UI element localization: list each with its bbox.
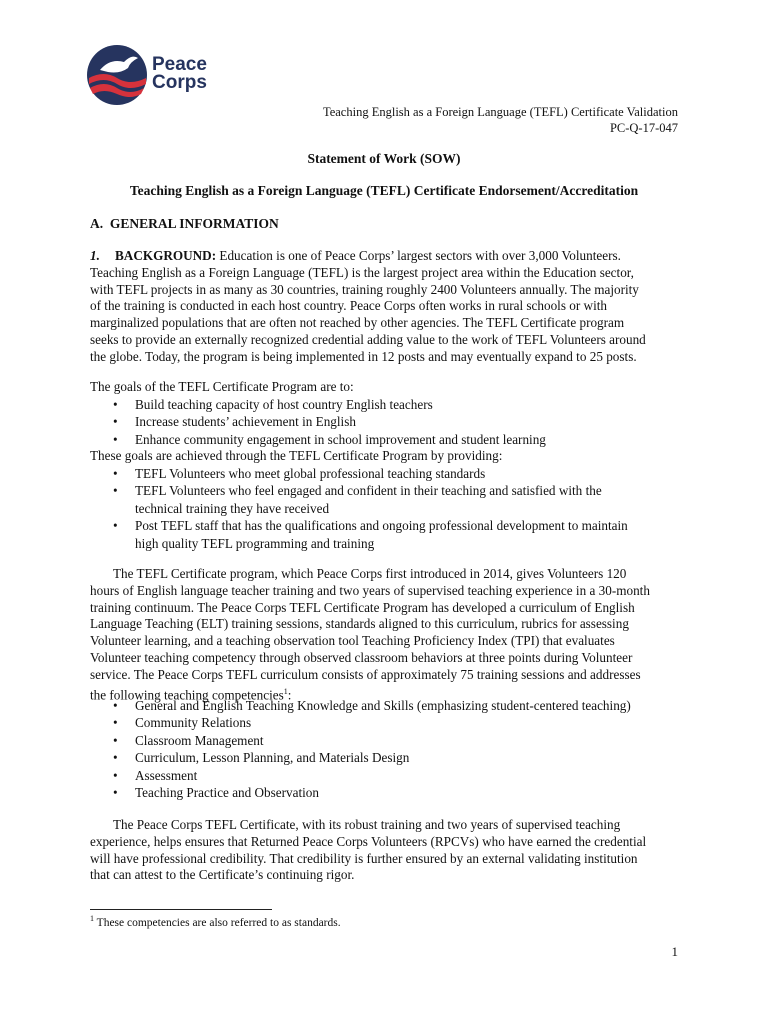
achieved-intro	[90, 448, 690, 465]
list-item: • Assessment	[90, 767, 690, 784]
footnote-divider	[90, 909, 272, 910]
footnote	[90, 914, 341, 929]
footnote-reference[interactable]: 1	[283, 686, 288, 696]
list-item: • Enhance community engagement in school improvement and student learning	[90, 431, 690, 448]
list-item: • Curriculum, Lesson Planning, and Materials Design	[90, 749, 690, 766]
logo-wordmark	[152, 56, 207, 92]
logo-line-1: Peace	[152, 54, 207, 75]
list-item: • Increase students’ achievement in English	[90, 413, 690, 430]
certificate-paragraph	[90, 817, 690, 884]
section-heading-a: A. GENERAL INFORMATION	[90, 216, 279, 231]
logo-line-2: Corps	[152, 72, 207, 93]
program-line: Volunteer learning, and a teaching observation tool Teaching Proficiency Index (TPI) that evaluates	[90, 633, 615, 649]
goals-intro-text: The goals of the TEFL Certificate Program are to:	[90, 379, 354, 394]
list-item-continuation	[90, 535, 690, 552]
peace-corps-logo	[86, 44, 216, 108]
continuation-text: high quality TEFL programming and training	[135, 535, 375, 551]
document-header	[323, 104, 678, 136]
list-item: • TEFL Volunteers who meet global professional teaching standards	[90, 465, 690, 482]
certificate-line: The Peace Corps TEFL Certificate, with its robust training and two years of supervised teaching	[113, 817, 621, 832]
achieved-list	[90, 465, 690, 552]
background-paragraph	[90, 248, 690, 366]
list-item-continuation	[90, 500, 690, 517]
background-number: 1.	[90, 248, 100, 263]
document-title: Statement of Work (SOW)	[307, 151, 461, 166]
list-item: • General and English Teaching Knowledge and Skills (emphasizing student-centered teaching)	[90, 697, 690, 714]
list-item: • Post TEFL staff that has the qualifications and ongoing professional development to maintain	[90, 517, 690, 534]
program-line: Volunteer teaching competency through observed classroom behaviors at three points during Volunteer	[90, 649, 633, 665]
certificate-line: will have professional credibility. That credibility is further ensured by an external validating institution	[90, 850, 638, 866]
list-item: • Classroom Management	[90, 732, 690, 749]
background-line: of the training is conducted in each host country. Peace Corps often works in rural schools or with	[90, 298, 607, 314]
page-number: 1	[671, 944, 678, 959]
program-line: Language Teaching (ELT) training sessions, standards aligned to this curriculum, rubrics for assessing	[90, 616, 629, 632]
competencies-list	[90, 697, 690, 801]
list-item: • Teaching Practice and Observation	[90, 784, 690, 801]
program-last-text: the following teaching competencies	[90, 686, 284, 702]
program-colon: :	[287, 686, 292, 702]
program-line: hours of English language teacher training and two years of supervised teaching experience in a 30-month	[90, 582, 650, 598]
achieved-intro-text: These goals are achieved through the TEFL Certificate Program by providing:	[90, 448, 503, 463]
footnote-marker: 1	[90, 914, 94, 923]
program-paragraph	[90, 566, 690, 704]
background-line: the globe. Today, the program is being implemented in 12 posts and may eventually expand to 25 posts.	[90, 348, 637, 364]
background-label: BACKGROUND:	[115, 248, 217, 263]
dove-flag-icon	[86, 44, 148, 106]
document-subtitle: Teaching English as a Foreign Language (TEFL) Certificate Endorsement/Accreditation	[129, 183, 639, 198]
continuation-text: technical training they have received	[135, 500, 330, 516]
program-line: The TEFL Certificate program, which Peace Corps first introduced in 2014, gives Volunteers 120	[113, 566, 627, 581]
background-line: Teaching English as a Foreign Language (TEFL) is the largest project area within the Education sector,	[90, 264, 634, 280]
program-line: service. The Peace Corps TEFL curriculum consists of approximately 75 training sessions and addresses	[90, 666, 641, 682]
header-title: Teaching English as a Foreign Language (TEFL) Certificate Validation	[322, 105, 678, 119]
list-item: • TEFL Volunteers who feel engaged and confident in their teaching and satisfied with the	[90, 482, 690, 499]
background-line: marginalized populations that are often not reached by other agencies. The TEFL Certificate program	[90, 315, 625, 331]
footnote-text: These competencies are also referred to as standards.	[94, 916, 341, 929]
list-item: • Community Relations	[90, 714, 690, 731]
list-item: • Build teaching capacity of host country English teachers	[90, 396, 690, 413]
header-solicitation-number: PC-Q-17-047	[609, 121, 678, 135]
background-line: seeks to provide an externally recognized credential adding value to the work of TEFL Volunteers around	[90, 331, 646, 347]
background-line	[90, 248, 690, 265]
program-line: training continuum. The Peace Corps TEFL Certificate Program has developed a curriculum of English	[90, 599, 635, 615]
background-text: Education is one of Peace Corps’ largest sectors with over 3,000 Volunteers.	[216, 248, 621, 263]
certificate-line: experience, helps ensures that Returned Peace Corps Volunteers (RPCVs) who have earned the credential	[90, 833, 647, 849]
goals-list	[90, 396, 690, 448]
certificate-line: that can attest to the Certificate’s continuing rigor.	[90, 867, 355, 883]
background-line: with TEFL projects in as many as 30 countries, training roughly 2400 Volunteers annually. The majority	[90, 281, 639, 297]
goals-intro	[90, 379, 690, 396]
